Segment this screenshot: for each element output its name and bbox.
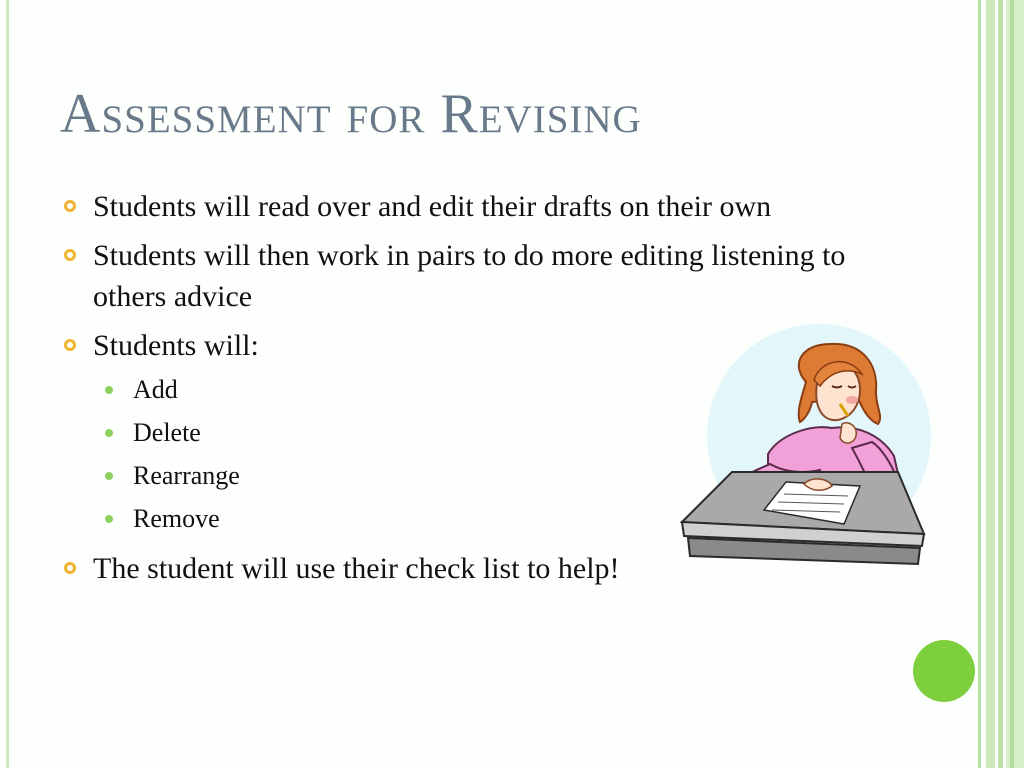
bullet-text: Students will read over and edit their drafts on their own [93, 190, 772, 223]
bullet-item [64, 186, 864, 227]
frame-stripe-right [978, 0, 981, 768]
frame-stripe-right [1010, 0, 1014, 768]
sub-bullet-text: Delete [133, 418, 201, 447]
ring-bullet-icon [64, 562, 76, 574]
bullet-text: Students will: [93, 329, 259, 362]
bullet-text: Students will then work in pairs to do more editing listening to others advice [93, 239, 846, 313]
slide-title: Assessment for Revising [60, 83, 642, 145]
bullet-text: The student will use their check list to help! [93, 552, 620, 585]
dot-bullet-icon [105, 429, 113, 437]
sub-bullet-text: Remove [133, 504, 220, 533]
sub-bullet-text: Rearrange [133, 461, 240, 490]
accent-circle [913, 640, 975, 702]
sub-bullet-text: Add [133, 375, 178, 404]
frame-stripe-right [1006, 0, 1024, 768]
frame-stripe-right [986, 0, 995, 768]
ring-bullet-icon [64, 200, 76, 212]
frame-stripe-right [998, 0, 1003, 768]
dot-bullet-icon [105, 515, 113, 523]
ring-bullet-icon [64, 339, 76, 351]
student-writing-clipart-icon [672, 324, 934, 572]
dot-bullet-icon [105, 472, 113, 480]
bullet-item [64, 235, 864, 317]
frame-stripe-left [6, 0, 9, 768]
ring-bullet-icon [64, 249, 76, 261]
dot-bullet-icon [105, 386, 113, 394]
